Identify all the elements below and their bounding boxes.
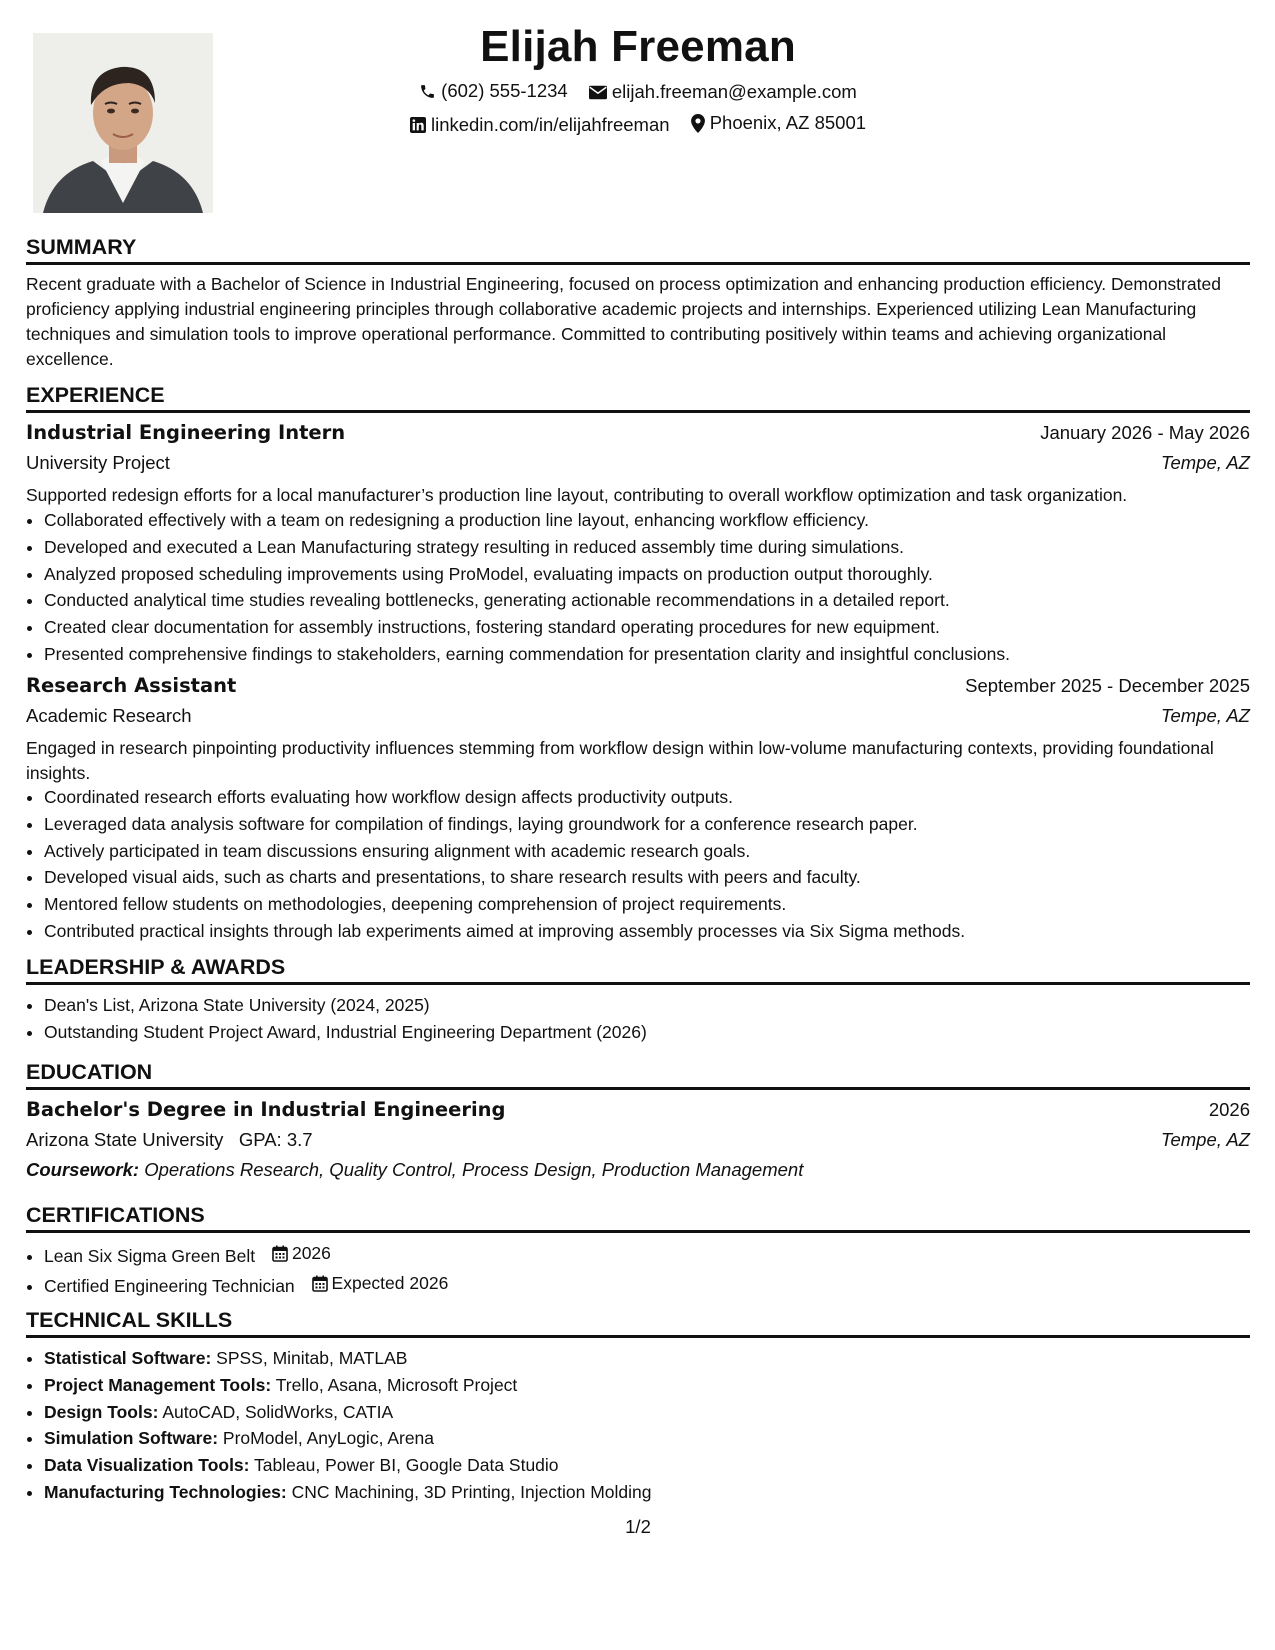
section-title-skills: TECHNICAL SKILLS: [26, 1308, 1250, 1338]
job-dates: January 2026 - May 2026: [1040, 422, 1250, 443]
leadership-list: [26, 992, 1254, 1046]
list-item: [44, 1372, 1254, 1399]
job-title: Industrial Engineering Intern: [26, 421, 346, 444]
certification-name: Certified Engineering Technician: [44, 1275, 295, 1296]
summary-text: Recent graduate with a Bachelor of Science in Industrial Engineering, focused on process optimization and enhancing production efficiency. Demonstrated proficiency applying industrial engineering principles through collaborative academic projects and internships. Experienced utilizing Lean Manufacturing techniques and simulation tools to improve operational performance. Committed to contributing positively within teams and achieving organizational excellence.: [26, 274, 1221, 369]
envelope-icon: [589, 85, 607, 100]
list-item: [44, 1270, 1254, 1300]
email-text: elijah.freeman@example.com: [611, 81, 857, 102]
section-title-certifications: CERTIFICATIONS: [26, 1203, 1250, 1233]
skill-value: CNC Machining, 3D Printing, Injection Molding: [291, 1481, 652, 1502]
certification-date: [272, 1240, 331, 1267]
list-item: [44, 1425, 1254, 1452]
list-item: [44, 1240, 1254, 1270]
graduation-year: 2026: [1208, 1099, 1250, 1120]
list-item: • Mentored fellow students on methodologies, deepening comprehension of project requirements.: [44, 891, 1254, 918]
job-header: [26, 420, 1250, 446]
section-title-education: EDUCATION: [26, 1060, 1250, 1090]
section-title-summary: SUMMARY: [26, 235, 1250, 265]
contact-row-secondary: [26, 112, 1250, 138]
contact-phone[interactable]: [419, 80, 568, 102]
section-title-leadership: LEADERSHIP & AWARDS: [26, 955, 1250, 985]
coursework: [26, 1157, 1250, 1183]
list-item: [44, 1479, 1254, 1506]
list-item: • Leveraged data analysis software for compilation of findings, laying groundwork for a conference research paper.: [44, 811, 1254, 838]
job-subheader: [26, 450, 1250, 476]
list-item: • Dean's List, Arizona State University (2024, 2025): [44, 992, 1254, 1019]
skill-label: Project Management Tools:: [44, 1374, 272, 1395]
certifications-list: [26, 1240, 1254, 1299]
school-and-gpa: [26, 1127, 313, 1153]
list-item: • Contributed practical insights through lab experiments aimed at improving assembly processes via Six Sigma methods.: [44, 918, 1254, 945]
job-bullets: [26, 507, 1254, 668]
list-item: • Presented comprehensive findings to stakeholders, earning commendation for presentation clarity and insightful conclusions.: [44, 641, 1254, 668]
job-org: University Project: [26, 452, 170, 473]
list-item: • Actively participated in team discussions ensuring alignment with academic research goals.: [44, 838, 1254, 865]
skill-label: Data Visualization Tools:: [44, 1455, 250, 1476]
list-item: [44, 1345, 1254, 1372]
education-header: [26, 1097, 1250, 1123]
phone-text: (602) 555-1234: [441, 80, 568, 101]
skills-list: [26, 1345, 1254, 1506]
school: Arizona State University: [26, 1129, 224, 1150]
certification-date-text: 2026: [291, 1243, 331, 1263]
job-location: Tempe, AZ: [1160, 705, 1250, 726]
job-org: Academic Research: [26, 705, 192, 726]
job-subheader: [26, 703, 1250, 729]
linkedin-text: linkedin.com/in/elijahfreeman: [430, 113, 670, 135]
skill-value: AutoCAD, SolidWorks, CATIA: [162, 1401, 394, 1422]
school-location: Tempe, AZ: [1160, 1129, 1250, 1150]
coursework-label: Coursework:: [26, 1159, 140, 1180]
job-header: [26, 673, 1250, 699]
skill-value: Trello, Asana, Microsoft Project: [275, 1374, 518, 1395]
list-item: • Outstanding Student Project Award, Industrial Engineering Department (2026): [44, 1019, 1254, 1046]
list-item: • Developed visual aids, such as charts and presentations, to share research results with peers and faculty.: [44, 864, 1254, 891]
job-dates: September 2025 - December 2025: [965, 675, 1250, 696]
contact-location: [691, 112, 866, 134]
linkedin-icon: [410, 117, 426, 133]
degree: Bachelor's Degree in Industrial Engineering: [26, 1098, 506, 1121]
skill-label: Manufacturing Technologies:: [44, 1481, 287, 1502]
job-description: Supported redesign efforts for a local manufacturer’s production line layout, contributing to overall workflow optimization and task organization.: [26, 485, 1128, 505]
phone-icon: [419, 83, 436, 100]
contact-linkedin[interactable]: [410, 114, 670, 136]
job-bullets: [26, 784, 1254, 945]
calendar-icon: [312, 1275, 328, 1292]
job-title: Research Assistant: [26, 674, 237, 697]
list-item: • Conducted analytical time studies revealing bottlenecks, generating actionable recommendations in a detailed report.: [44, 587, 1254, 614]
skill-label: Statistical Software:: [44, 1348, 212, 1368]
calendar-icon: [272, 1245, 288, 1262]
list-item: • Created clear documentation for assembly instructions, fostering standard operating procedures for new equipment.: [44, 614, 1254, 641]
skill-label: Design Tools:: [44, 1401, 159, 1422]
contact-row-primary: [26, 80, 1250, 105]
list-item: [44, 1399, 1254, 1426]
list-item: • Coordinated research efforts evaluating how workflow design affects productivity outputs.: [44, 784, 1254, 811]
resume-page: [26, 0, 1250, 1650]
certification-date: [312, 1270, 449, 1297]
map-pin-icon: [691, 114, 705, 133]
list-item: • Analyzed proposed scheduling improvements using ProModel, evaluating impacts on production output thoroughly.: [44, 561, 1254, 588]
skill-value: Tableau, Power BI, Google Data Studio: [254, 1455, 559, 1476]
skill-value: ProModel, AnyLogic, Arena: [222, 1428, 435, 1449]
list-item: • Collaborated effectively with a team on redesigning a production line layout, enhancing workflow efficiency.: [44, 507, 1254, 534]
section-title-experience: EXPERIENCE: [26, 383, 1250, 413]
certification-date-text: Expected 2026: [331, 1272, 449, 1293]
page-number: 1/2: [625, 1516, 651, 1537]
job-location: Tempe, AZ: [1160, 452, 1250, 473]
skill-label: Simulation Software:: [44, 1428, 219, 1449]
job-description: Engaged in research pinpointing productivity influences stemming from workflow design within low-volume manufacturing contexts, providing foundational insights.: [26, 738, 1214, 783]
list-item: [44, 1452, 1254, 1479]
candidate-name: Elijah Freeman: [480, 22, 796, 71]
education-subheader: [26, 1127, 1250, 1153]
gpa: GPA: 3.7: [238, 1129, 313, 1150]
coursework-list: Operations Research, Quality Control, Process Design, Production Management: [144, 1159, 804, 1180]
contact-email[interactable]: [589, 81, 857, 103]
certification-name: Lean Six Sigma Green Belt: [44, 1245, 256, 1266]
location-text: Phoenix, AZ 85001: [709, 112, 867, 133]
skill-value: SPSS, Minitab, MATLAB: [216, 1348, 408, 1368]
list-item: • Developed and executed a Lean Manufacturing strategy resulting in reduced assembly time during simulations.: [44, 534, 1254, 561]
